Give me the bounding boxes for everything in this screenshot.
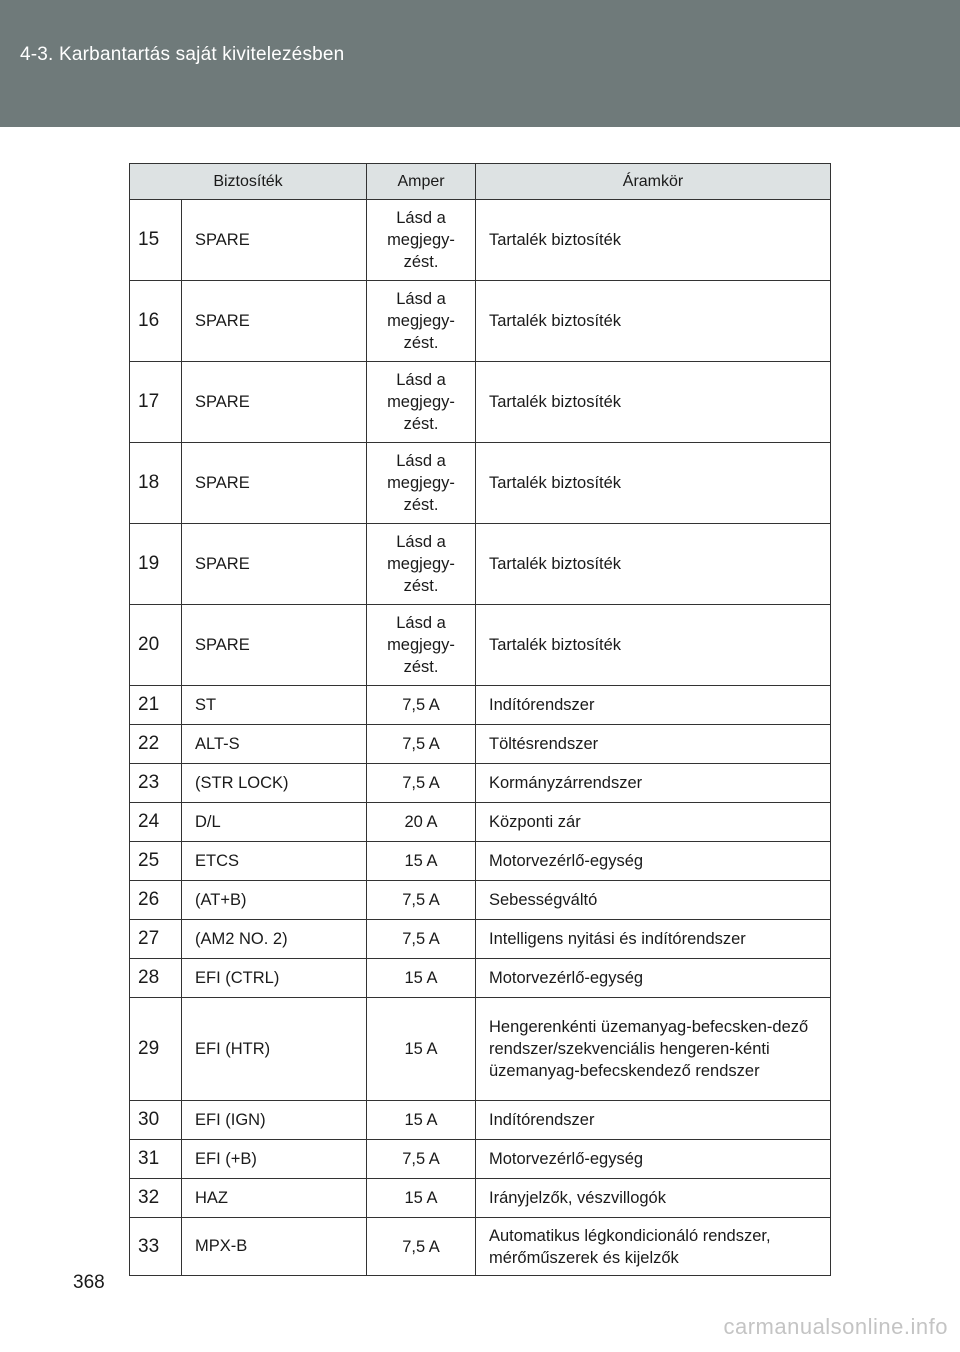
fuse-name: SPARE <box>182 524 367 605</box>
fuse-circuit: Tartalék biztosíték <box>476 443 831 524</box>
header-band <box>0 0 960 127</box>
table-row <box>130 605 831 686</box>
table-row <box>130 281 831 362</box>
fuse-circuit: Tartalék biztosíték <box>476 362 831 443</box>
fuse-amper: Lásd a megjegy-zést. <box>367 605 476 686</box>
table-row <box>130 803 831 842</box>
fuse-name: (STR LOCK) <box>182 764 367 803</box>
fuse-name: SPARE <box>182 362 367 443</box>
fuse-amper: 7,5 A <box>367 1218 476 1276</box>
fuse-amper: 15 A <box>367 1179 476 1218</box>
fuse-number: 19 <box>130 524 182 605</box>
fuse-number: 26 <box>130 881 182 920</box>
fuse-name: HAZ <box>182 1179 367 1218</box>
table-row <box>130 1179 831 1218</box>
fuse-amper: 15 A <box>367 959 476 998</box>
table-row <box>130 686 831 725</box>
fuse-number: 17 <box>130 362 182 443</box>
fuse-circuit: Intelligens nyitási és indítórendszer <box>476 920 831 959</box>
fuse-circuit: Töltésrendszer <box>476 725 831 764</box>
fuse-circuit: Sebességváltó <box>476 881 831 920</box>
fuse-number: 30 <box>130 1101 182 1140</box>
table-header-row <box>130 164 831 200</box>
fuse-name: SPARE <box>182 605 367 686</box>
fuse-circuit: Motorvezérlő-egység <box>476 1140 831 1179</box>
fuse-name: SPARE <box>182 200 367 281</box>
fuse-circuit: Irányjelzők, vészvillogók <box>476 1179 831 1218</box>
table-row <box>130 443 831 524</box>
fuse-name: ETCS <box>182 842 367 881</box>
fuse-circuit: Indítórendszer <box>476 686 831 725</box>
fuse-number: 23 <box>130 764 182 803</box>
fuse-amper: Lásd a megjegy-zést. <box>367 200 476 281</box>
fuse-amper: Lásd a megjegy-zést. <box>367 524 476 605</box>
watermark: carmanualsonline.info <box>723 1314 948 1339</box>
fuse-name: MPX-B <box>182 1218 367 1276</box>
fuse-name: (AT+B) <box>182 881 367 920</box>
fuse-circuit: Tartalék biztosíték <box>476 605 831 686</box>
fuse-name: ST <box>182 686 367 725</box>
fuse-amper: Lásd a megjegy-zést. <box>367 281 476 362</box>
fuse-number: 31 <box>130 1140 182 1179</box>
fuse-number: 32 <box>130 1179 182 1218</box>
fuse-circuit: Automatikus légkondicionáló rendszer, mérőműszerek és kijelzők <box>476 1218 831 1276</box>
table-row <box>130 920 831 959</box>
fuse-number: 29 <box>130 998 182 1101</box>
fuse-circuit: Tartalék biztosíték <box>476 524 831 605</box>
fuse-name: D/L <box>182 803 367 842</box>
fuse-circuit: Indítórendszer <box>476 1101 831 1140</box>
fuse-amper: 15 A <box>367 998 476 1101</box>
fuse-name: EFI (IGN) <box>182 1101 367 1140</box>
fuse-name: EFI (HTR) <box>182 998 367 1101</box>
table-row <box>130 362 831 443</box>
column-header-circuit: Áramkör <box>476 164 831 200</box>
table-row <box>130 200 831 281</box>
table-row <box>130 1101 831 1140</box>
fuse-amper: Lásd a megjegy-zést. <box>367 362 476 443</box>
table-row <box>130 764 831 803</box>
table-row <box>130 881 831 920</box>
fuse-amper: 20 A <box>367 803 476 842</box>
column-header-amper: Amper <box>367 164 476 200</box>
fuse-number: 24 <box>130 803 182 842</box>
page-number: 368 <box>73 1272 105 1293</box>
fuse-amper: 7,5 A <box>367 1140 476 1179</box>
fuse-name: EFI (CTRL) <box>182 959 367 998</box>
fuse-circuit: Hengerenkénti üzemanyag-befecsken-dező rendszer/szekvenciális hengeren-kénti üzemanyag-befecskendező rendszer <box>476 998 831 1101</box>
fuse-number: 33 <box>130 1218 182 1276</box>
fuse-circuit: Motorvezérlő-egység <box>476 959 831 998</box>
table-row <box>130 998 831 1101</box>
fuse-amper: 7,5 A <box>367 920 476 959</box>
fuse-circuit: Tartalék biztosíték <box>476 200 831 281</box>
fuse-name: SPARE <box>182 443 367 524</box>
fuse-amper: 7,5 A <box>367 686 476 725</box>
fuse-number: 25 <box>130 842 182 881</box>
fuse-number: 22 <box>130 725 182 764</box>
table-row <box>130 959 831 998</box>
fuse-amper: 7,5 A <box>367 764 476 803</box>
fuse-name: EFI (+B) <box>182 1140 367 1179</box>
fuse-circuit: Motorvezérlő-egység <box>476 842 831 881</box>
fuse-amper: Lásd a megjegy-zést. <box>367 443 476 524</box>
fuse-number: 27 <box>130 920 182 959</box>
fuse-circuit: Kormányzárrendszer <box>476 764 831 803</box>
fuse-number: 16 <box>130 281 182 362</box>
table-row <box>130 524 831 605</box>
fuse-amper: 7,5 A <box>367 725 476 764</box>
fuse-table <box>129 163 831 1276</box>
table-row <box>130 842 831 881</box>
fuse-name: ALT-S <box>182 725 367 764</box>
fuse-number: 28 <box>130 959 182 998</box>
fuse-number: 20 <box>130 605 182 686</box>
fuse-name: (AM2 NO. 2) <box>182 920 367 959</box>
fuse-amper: 15 A <box>367 842 476 881</box>
fuse-number: 15 <box>130 200 182 281</box>
fuse-amper: 7,5 A <box>367 881 476 920</box>
table-row <box>130 1218 831 1276</box>
fuse-number: 21 <box>130 686 182 725</box>
fuse-number: 18 <box>130 443 182 524</box>
column-header-fuse: Biztosíték <box>130 164 367 200</box>
fuse-amper: 15 A <box>367 1101 476 1140</box>
table-row <box>130 1140 831 1179</box>
section-title: 4-3. Karbantartás saját kivitelezésben <box>20 44 345 65</box>
fuse-circuit: Központi zár <box>476 803 831 842</box>
table-row <box>130 725 831 764</box>
fuse-name: SPARE <box>182 281 367 362</box>
fuse-circuit: Tartalék biztosíték <box>476 281 831 362</box>
